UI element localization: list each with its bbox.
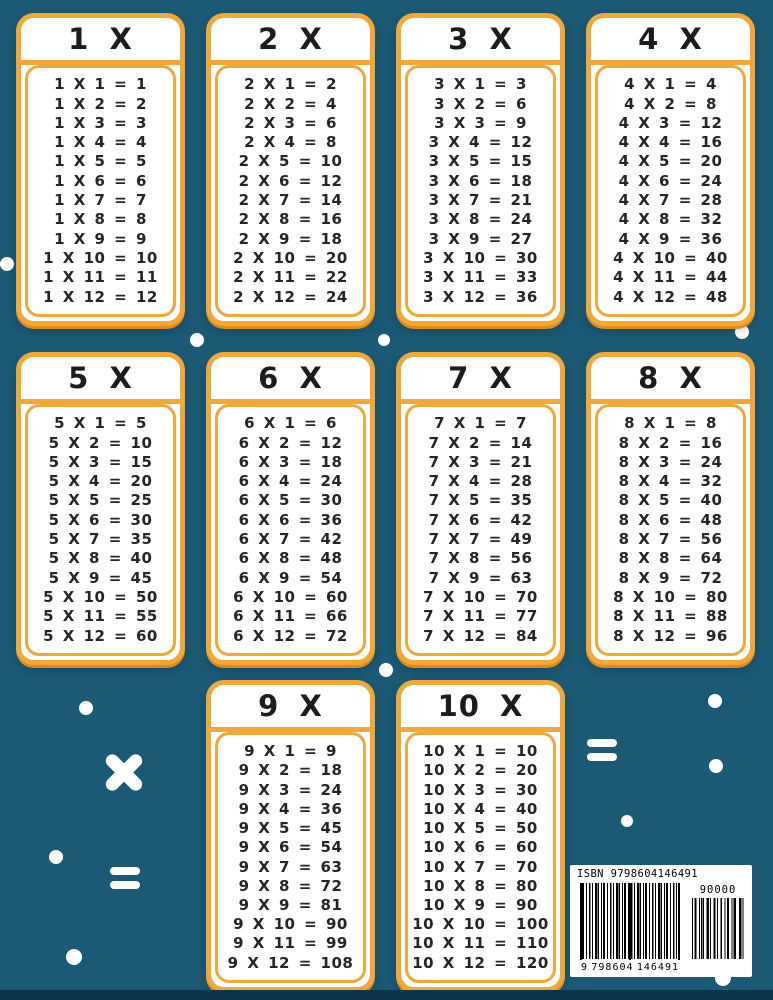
card-title: 8 X [638, 361, 703, 395]
fact-row: 9 X 7 = 63 [238, 857, 343, 876]
fact-row: 10 X 12 = 120 [412, 953, 549, 972]
facts-panel [595, 404, 746, 656]
fact-row: 6 X 9 = 54 [238, 568, 343, 587]
fact-row: 6 X 2 = 12 [238, 433, 343, 452]
fact-row: 2 X 12 = 24 [233, 287, 348, 306]
facts-panel [595, 65, 746, 317]
fact-row: 8 X 4 = 32 [618, 472, 723, 491]
fact-row: 3 X 7 = 21 [428, 191, 533, 210]
facts-panel [405, 65, 556, 317]
fact-row: 9 X 5 = 45 [238, 819, 343, 838]
fact-row: 1 X 11 = 11 [43, 268, 158, 287]
fact-row: 10 X 5 = 50 [423, 819, 538, 838]
fact-row: 5 X 4 = 20 [48, 472, 153, 491]
fact-row: 10 X 1 = 10 [423, 742, 538, 761]
fact-row: 4 X 6 = 24 [618, 171, 723, 190]
multiplication-card [206, 352, 375, 665]
fact-row: 7 X 9 = 63 [428, 568, 533, 587]
fact-row: 5 X 8 = 40 [48, 549, 153, 568]
fact-row: 3 X 2 = 6 [434, 94, 527, 113]
fact-row: 1 X 3 = 3 [54, 113, 147, 132]
fact-row: 4 X 2 = 8 [624, 94, 717, 113]
fact-row: 10 X 10 = 100 [412, 915, 549, 934]
fact-row: 2 X 3 = 6 [244, 113, 337, 132]
fact-row: 8 X 6 = 48 [618, 510, 723, 529]
fact-row: 10 X 2 = 20 [423, 761, 538, 780]
fact-row: 1 X 9 = 9 [54, 229, 147, 248]
fact-row: 8 X 3 = 24 [618, 452, 723, 471]
fact-row: 4 X 12 = 48 [613, 287, 728, 306]
ean-barcode [580, 883, 680, 973]
multiplication-card [586, 352, 755, 665]
fact-row: 4 X 11 = 44 [613, 268, 728, 287]
fact-row: 2 X 10 = 20 [233, 248, 348, 267]
fact-row: 7 X 7 = 49 [428, 530, 533, 549]
fact-row: 3 X 1 = 3 [434, 75, 527, 94]
fact-row: 2 X 5 = 10 [238, 152, 343, 171]
fact-row: 7 X 1 = 7 [434, 414, 527, 433]
fact-row: 5 X 12 = 60 [43, 626, 158, 645]
bottom-strip [0, 990, 773, 1000]
barcode-digits [580, 960, 680, 973]
card-title: 3 X [448, 22, 513, 56]
fact-row: 6 X 7 = 42 [238, 530, 343, 549]
card-title: 9 X [258, 689, 323, 723]
fact-row: 8 X 8 = 64 [618, 549, 723, 568]
fact-row: 4 X 5 = 20 [618, 152, 723, 171]
multiplication-card [396, 13, 565, 326]
multiplication-card [206, 680, 375, 992]
fact-row: 9 X 3 = 24 [238, 780, 343, 799]
fact-row: 5 X 7 = 35 [48, 530, 153, 549]
facts-panel [405, 732, 556, 983]
fact-row: 9 X 9 = 81 [238, 895, 343, 914]
fact-row: 9 X 11 = 99 [233, 934, 348, 953]
fact-row: 3 X 9 = 27 [428, 229, 533, 248]
fact-row: 2 X 9 = 18 [238, 229, 343, 248]
fact-row: 5 X 11 = 55 [43, 607, 158, 626]
fact-row: 5 X 1 = 5 [54, 414, 147, 433]
fact-row: 6 X 8 = 48 [238, 549, 343, 568]
facts-panel [405, 404, 556, 656]
fact-row: 10 X 9 = 90 [423, 895, 538, 914]
fact-row: 2 X 7 = 14 [238, 191, 343, 210]
fact-row: 4 X 4 = 16 [618, 133, 723, 152]
barcode-panel [570, 865, 752, 977]
fact-row: 5 X 5 = 25 [48, 491, 153, 510]
fact-row: 3 X 3 = 9 [434, 113, 527, 132]
fact-row: 7 X 3 = 21 [428, 452, 533, 471]
fact-row: 1 X 10 = 10 [43, 248, 158, 267]
fact-row: 9 X 6 = 54 [238, 838, 343, 857]
fact-row: 6 X 1 = 6 [244, 414, 337, 433]
facts-panel [25, 404, 176, 656]
fact-row: 6 X 3 = 18 [238, 452, 343, 471]
fact-row: 2 X 1 = 2 [244, 75, 337, 94]
fact-row: 2 X 8 = 16 [238, 210, 343, 229]
fact-row: 6 X 6 = 36 [238, 510, 343, 529]
fact-row: 8 X 7 = 56 [618, 530, 723, 549]
fact-row: 2 X 2 = 4 [244, 94, 337, 113]
fact-row: 5 X 3 = 15 [48, 452, 153, 471]
fact-row: 10 X 3 = 30 [423, 780, 538, 799]
card-title: 4 X [638, 22, 703, 56]
fact-row: 7 X 10 = 70 [423, 587, 538, 606]
fact-row: 9 X 8 = 72 [238, 876, 343, 895]
fact-row: 1 X 7 = 7 [54, 191, 147, 210]
card-title: 5 X [68, 361, 133, 395]
fact-row: 10 X 11 = 110 [412, 934, 549, 953]
fact-row: 7 X 12 = 84 [423, 626, 538, 645]
facts-panel [25, 65, 176, 317]
fact-row: 8 X 10 = 80 [613, 587, 728, 606]
fact-row: 3 X 6 = 18 [428, 171, 533, 190]
multiplication-card [396, 680, 565, 992]
barcode-digit-left: 9 [581, 962, 589, 973]
fact-row: 7 X 4 = 28 [428, 472, 533, 491]
fact-row: 4 X 7 = 28 [618, 191, 723, 210]
isbn-label: ISBN 9798604146491 [577, 868, 698, 880]
fact-row: 6 X 11 = 66 [233, 607, 348, 626]
fact-row: 1 X 2 = 2 [54, 94, 147, 113]
fact-row: 9 X 1 = 9 [244, 742, 337, 761]
multiplication-card [16, 352, 185, 665]
fact-row: 1 X 12 = 12 [43, 287, 158, 306]
fact-row: 2 X 11 = 22 [233, 268, 348, 287]
barcode-digit-group: 146491 [636, 962, 679, 973]
fact-row: 6 X 12 = 72 [233, 626, 348, 645]
card-title: 2 X [258, 22, 323, 56]
supplement-bars [692, 898, 744, 959]
fact-row: 2 X 4 = 8 [244, 133, 337, 152]
fact-row: 8 X 5 = 40 [618, 491, 723, 510]
barcode-guard-bar [580, 883, 582, 970]
fact-row: 7 X 8 = 56 [428, 549, 533, 568]
fact-row: 6 X 4 = 24 [238, 472, 343, 491]
fact-row: 7 X 5 = 35 [428, 491, 533, 510]
multiplication-card [16, 13, 185, 326]
fact-row: 3 X 10 = 30 [423, 248, 538, 267]
fact-row: 10 X 6 = 60 [423, 838, 538, 857]
fact-row: 3 X 12 = 36 [423, 287, 538, 306]
fact-row: 10 X 8 = 80 [423, 876, 538, 895]
fact-row: 4 X 9 = 36 [618, 229, 723, 248]
supplement-digits: 90000 [699, 884, 737, 896]
fact-row: 7 X 6 = 42 [428, 510, 533, 529]
fact-row: 8 X 2 = 16 [618, 433, 723, 452]
fact-row: 9 X 10 = 90 [233, 915, 348, 934]
fact-row: 1 X 6 = 6 [54, 171, 147, 190]
fact-row: 4 X 8 = 32 [618, 210, 723, 229]
fact-row: 3 X 4 = 12 [428, 133, 533, 152]
fact-row: 9 X 12 = 108 [227, 953, 354, 972]
fact-row: 5 X 10 = 50 [43, 587, 158, 606]
fact-row: 6 X 10 = 60 [233, 587, 348, 606]
barcode-digit-group: 798604 [591, 962, 634, 973]
fact-row: 4 X 1 = 4 [624, 75, 717, 94]
fact-row: 2 X 6 = 12 [238, 171, 343, 190]
fact-row: 1 X 1 = 1 [54, 75, 147, 94]
fact-row: 8 X 9 = 72 [618, 568, 723, 587]
fact-row: 8 X 12 = 96 [613, 626, 728, 645]
fact-row: 4 X 3 = 12 [618, 113, 723, 132]
fact-row: 1 X 8 = 8 [54, 210, 147, 229]
barcode-guard-bar [678, 883, 680, 970]
multiplication-card [396, 352, 565, 665]
supplement-barcode [692, 884, 744, 959]
multiplication-card [586, 13, 755, 326]
card-title: 1 X [68, 22, 133, 56]
fact-row: 5 X 9 = 45 [48, 568, 153, 587]
card-title: 7 X [448, 361, 513, 395]
fact-row: 7 X 11 = 77 [423, 607, 538, 626]
facts-panel [215, 404, 366, 656]
fact-row: 6 X 5 = 30 [238, 491, 343, 510]
fact-row: 3 X 8 = 24 [428, 210, 533, 229]
facts-panel [215, 65, 366, 317]
fact-row: 3 X 5 = 15 [428, 152, 533, 171]
card-title: 6 X [258, 361, 323, 395]
fact-row: 3 X 11 = 33 [423, 268, 538, 287]
fact-row: 4 X 10 = 40 [613, 248, 728, 267]
fact-row: 5 X 2 = 10 [48, 433, 153, 452]
fact-row: 9 X 4 = 36 [238, 799, 343, 818]
barcode-guard-bar [629, 883, 631, 970]
fact-row: 10 X 7 = 70 [423, 857, 538, 876]
card-title: 10 X [437, 689, 524, 723]
fact-row: 1 X 4 = 4 [54, 133, 147, 152]
facts-panel [215, 732, 366, 983]
multiplication-card [206, 13, 375, 326]
fact-row: 9 X 2 = 18 [238, 761, 343, 780]
fact-row: 8 X 11 = 88 [613, 607, 728, 626]
fact-row: 1 X 5 = 5 [54, 152, 147, 171]
fact-row: 5 X 6 = 30 [48, 510, 153, 529]
fact-row: 10 X 4 = 40 [423, 799, 538, 818]
fact-row: 7 X 2 = 14 [428, 433, 533, 452]
fact-row: 8 X 1 = 8 [624, 414, 717, 433]
